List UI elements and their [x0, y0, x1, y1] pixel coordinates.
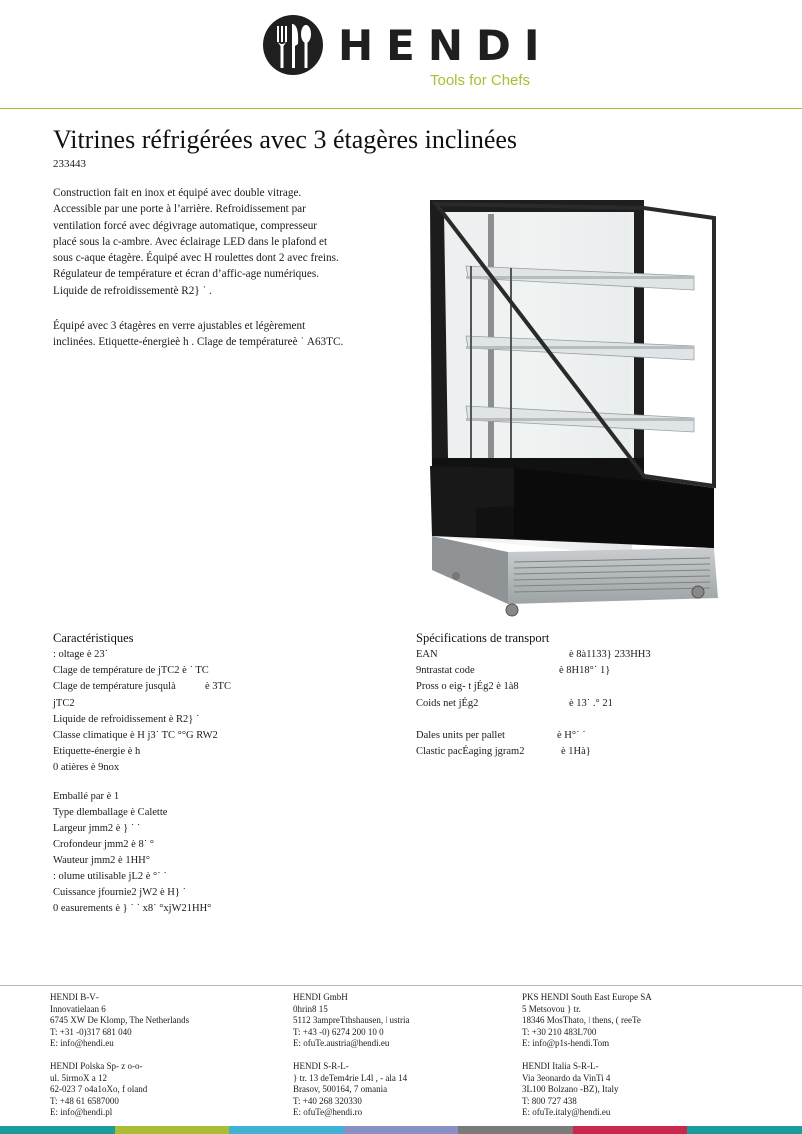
office-phone: T: +43 ‑0) 6274 200 10 0	[293, 1026, 384, 1037]
packaging-text: 0 easurements è } ˙ ˙ x8˙ °xjW21НН°	[53, 903, 212, 914]
color-segment	[0, 1126, 115, 1134]
office-line: 5112 3ampreTthshausen, ǀ ustria	[293, 1015, 410, 1026]
office-line: } tr. 13 deTem4rie L4l , ‑ ala 14	[293, 1072, 408, 1083]
characteristics-title: Caractéristiques	[53, 631, 134, 645]
office-email[interactable]: E: info@hendi.pl	[50, 1107, 113, 1118]
packaging-text: Emballé par è 1	[53, 791, 120, 802]
characteristics-label: Classe climatique è Н j3˙ TC °°G RW2	[53, 730, 218, 741]
color-segment	[115, 1126, 230, 1134]
office-line: 3L100 Bolzano ‑BZ), Italy	[522, 1084, 619, 1095]
office-address	[50, 1061, 147, 1119]
office-name: HENDI Italia S‑R‑L‑	[522, 1061, 599, 1071]
brand-name: HENDI	[338, 21, 553, 70]
office-email[interactable]: E: info@hendi.eu	[50, 1038, 114, 1049]
transport-label: Pross o eig‑ t jÉg2 è 1à8	[416, 681, 519, 692]
office-address	[293, 1061, 407, 1119]
description-line: Équipé avec 3 étagères en verre ajustables et légèrement	[53, 320, 306, 332]
office-line: 18346 MosThato, ǀ thens, ( reeTe	[522, 1015, 641, 1026]
product-sku: 233443	[53, 158, 86, 170]
description-line: Construction fait en inox et équipé avec double vitrage.	[53, 187, 302, 199]
office-address	[522, 1061, 618, 1119]
office-email[interactable]: E: ofuTe.austria@hendi.eu	[293, 1038, 390, 1049]
description-line: ventilation forcé avec dégivrage automatique, compresseur	[53, 219, 318, 232]
description-line: placé sous la c‑ambre. Avec éclairage LED dans le plafond et	[53, 235, 328, 248]
footer-divider	[0, 985, 802, 986]
office-name: HENDI Polska Sp‑ z o‑o‑	[50, 1061, 143, 1071]
office-address	[522, 992, 652, 1050]
transport-value: è 13˙ .° 21	[569, 698, 613, 709]
color-segment	[573, 1126, 688, 1134]
office-line: 62‑023 7 o4a1oXo, f oland	[50, 1084, 148, 1095]
office-email[interactable]: E: ofuTe.italy@hendi.eu	[522, 1107, 611, 1118]
office-name: HENDI S‑R‑L‑	[293, 1061, 349, 1071]
office-email[interactable]: E: info@p1s‑hendi.Tom	[522, 1038, 610, 1049]
office-line: ul. 5irmoX a 12	[50, 1072, 107, 1083]
description-paragraph	[53, 185, 383, 299]
header-divider	[0, 108, 802, 109]
characteristics-value: è 3TC	[205, 681, 231, 692]
transport-label: Coids net jÉg2	[416, 698, 479, 709]
office-line: Brasov, 500164, 7 omania	[293, 1084, 388, 1095]
office-address	[50, 992, 189, 1050]
description-paragraph	[53, 318, 383, 351]
color-segment	[344, 1126, 459, 1134]
footer-color-bar	[0, 1126, 802, 1134]
color-segment	[458, 1126, 573, 1134]
characteristics-label: 0 atières è 9nox	[53, 762, 120, 773]
transport-value: è Н°˙ ˙	[557, 730, 586, 741]
packaging-text: Cuissance jfournie2 jW2 è Н} ˙	[53, 887, 187, 898]
office-phone: T: +40 268 320330	[293, 1095, 362, 1106]
office-phone: T: +31 ‑0)317 681 040	[50, 1026, 132, 1037]
cutlery-logo-icon	[262, 14, 324, 76]
transport-label: 9ntrastat code	[416, 665, 475, 676]
description-line: sous c‑aque étagère. Équipé avec Н roulettes dont 2 avec freins.	[53, 252, 339, 265]
characteristics-label: Etiquette-énergie è h	[53, 746, 141, 757]
office-line: 5 Metsovou } tr.	[522, 1003, 581, 1014]
characteristics-label: : oltage è 23˙	[53, 649, 109, 660]
color-segment	[687, 1126, 802, 1134]
office-line: Via 3eonardo da VinTi 4	[522, 1072, 611, 1083]
description-line: Accessible par une porte à l’arrière. Refroidissement par	[53, 203, 306, 216]
packaging-text: Crofondeur jmm2 è 8˙ °	[53, 839, 155, 850]
description-line: Régulateur de température et écran d’affic‑age numériques.	[53, 268, 319, 281]
office-line: 6745 XW De Klomp, The Netherlands	[50, 1015, 190, 1026]
office-line: 0hrin8 15	[293, 1003, 328, 1014]
office-email[interactable]: E: ofuTe@hendi.ro	[293, 1107, 363, 1118]
transport-title: Spécifications de transport	[416, 631, 550, 645]
office-phone: T: 800 727 438	[522, 1095, 577, 1106]
brand-tagline: Tools for Chefs	[430, 72, 531, 89]
characteristics-label: jTC2	[53, 698, 75, 709]
description-line: Liquide de refroidissementè R2} ˙ .	[53, 284, 212, 297]
packaging-text: Wauteur jmm2 è 1НН°	[53, 855, 150, 866]
characteristics-label: Clage de température de jTC2 è ˙ TC	[53, 665, 209, 676]
transport-label: Clastic pacÉaging jgram2	[416, 746, 525, 757]
office-name: PKS HENDI South East Europe SA	[522, 992, 652, 1002]
transport-value: è 8Н18°˙ 1}	[559, 665, 611, 676]
product-image	[418, 196, 732, 626]
transport-label: Dales units per pallet	[416, 730, 505, 741]
office-name: HENDI GmbH	[293, 992, 348, 1002]
office-name: HENDI B‑V‑	[50, 992, 99, 1002]
transport-label: EAN	[416, 649, 438, 660]
packaging-text: : olume utilisable jL2 è °˙ ˙	[53, 871, 167, 882]
characteristics-label: Liquide de refroidissement è R2} ˙	[53, 714, 200, 725]
packaging-text: Largeur jmm2 è } ˙ ˙	[53, 823, 141, 834]
description-line: inclinées. Etiquette-énergieè h . Clage de températureè ˙ А63TC.	[53, 336, 344, 349]
transport-value: è 8à1133} 233НН3	[569, 649, 651, 660]
page-title: Vitrines réfrigérées avec 3 étagères inclinées	[53, 125, 518, 154]
color-segment	[229, 1126, 344, 1134]
office-phone: T: +48 61 6587000	[50, 1095, 119, 1106]
transport-value: è 1Нà}	[561, 746, 591, 757]
office-phone: T: +30 210 483L700	[522, 1026, 597, 1037]
characteristics-label: Clage de température jusqulà	[53, 681, 176, 692]
office-line: Innovatielaan 6	[50, 1003, 106, 1014]
office-address	[293, 992, 409, 1050]
packaging-text: Type dlemballage è Calette	[53, 807, 168, 818]
